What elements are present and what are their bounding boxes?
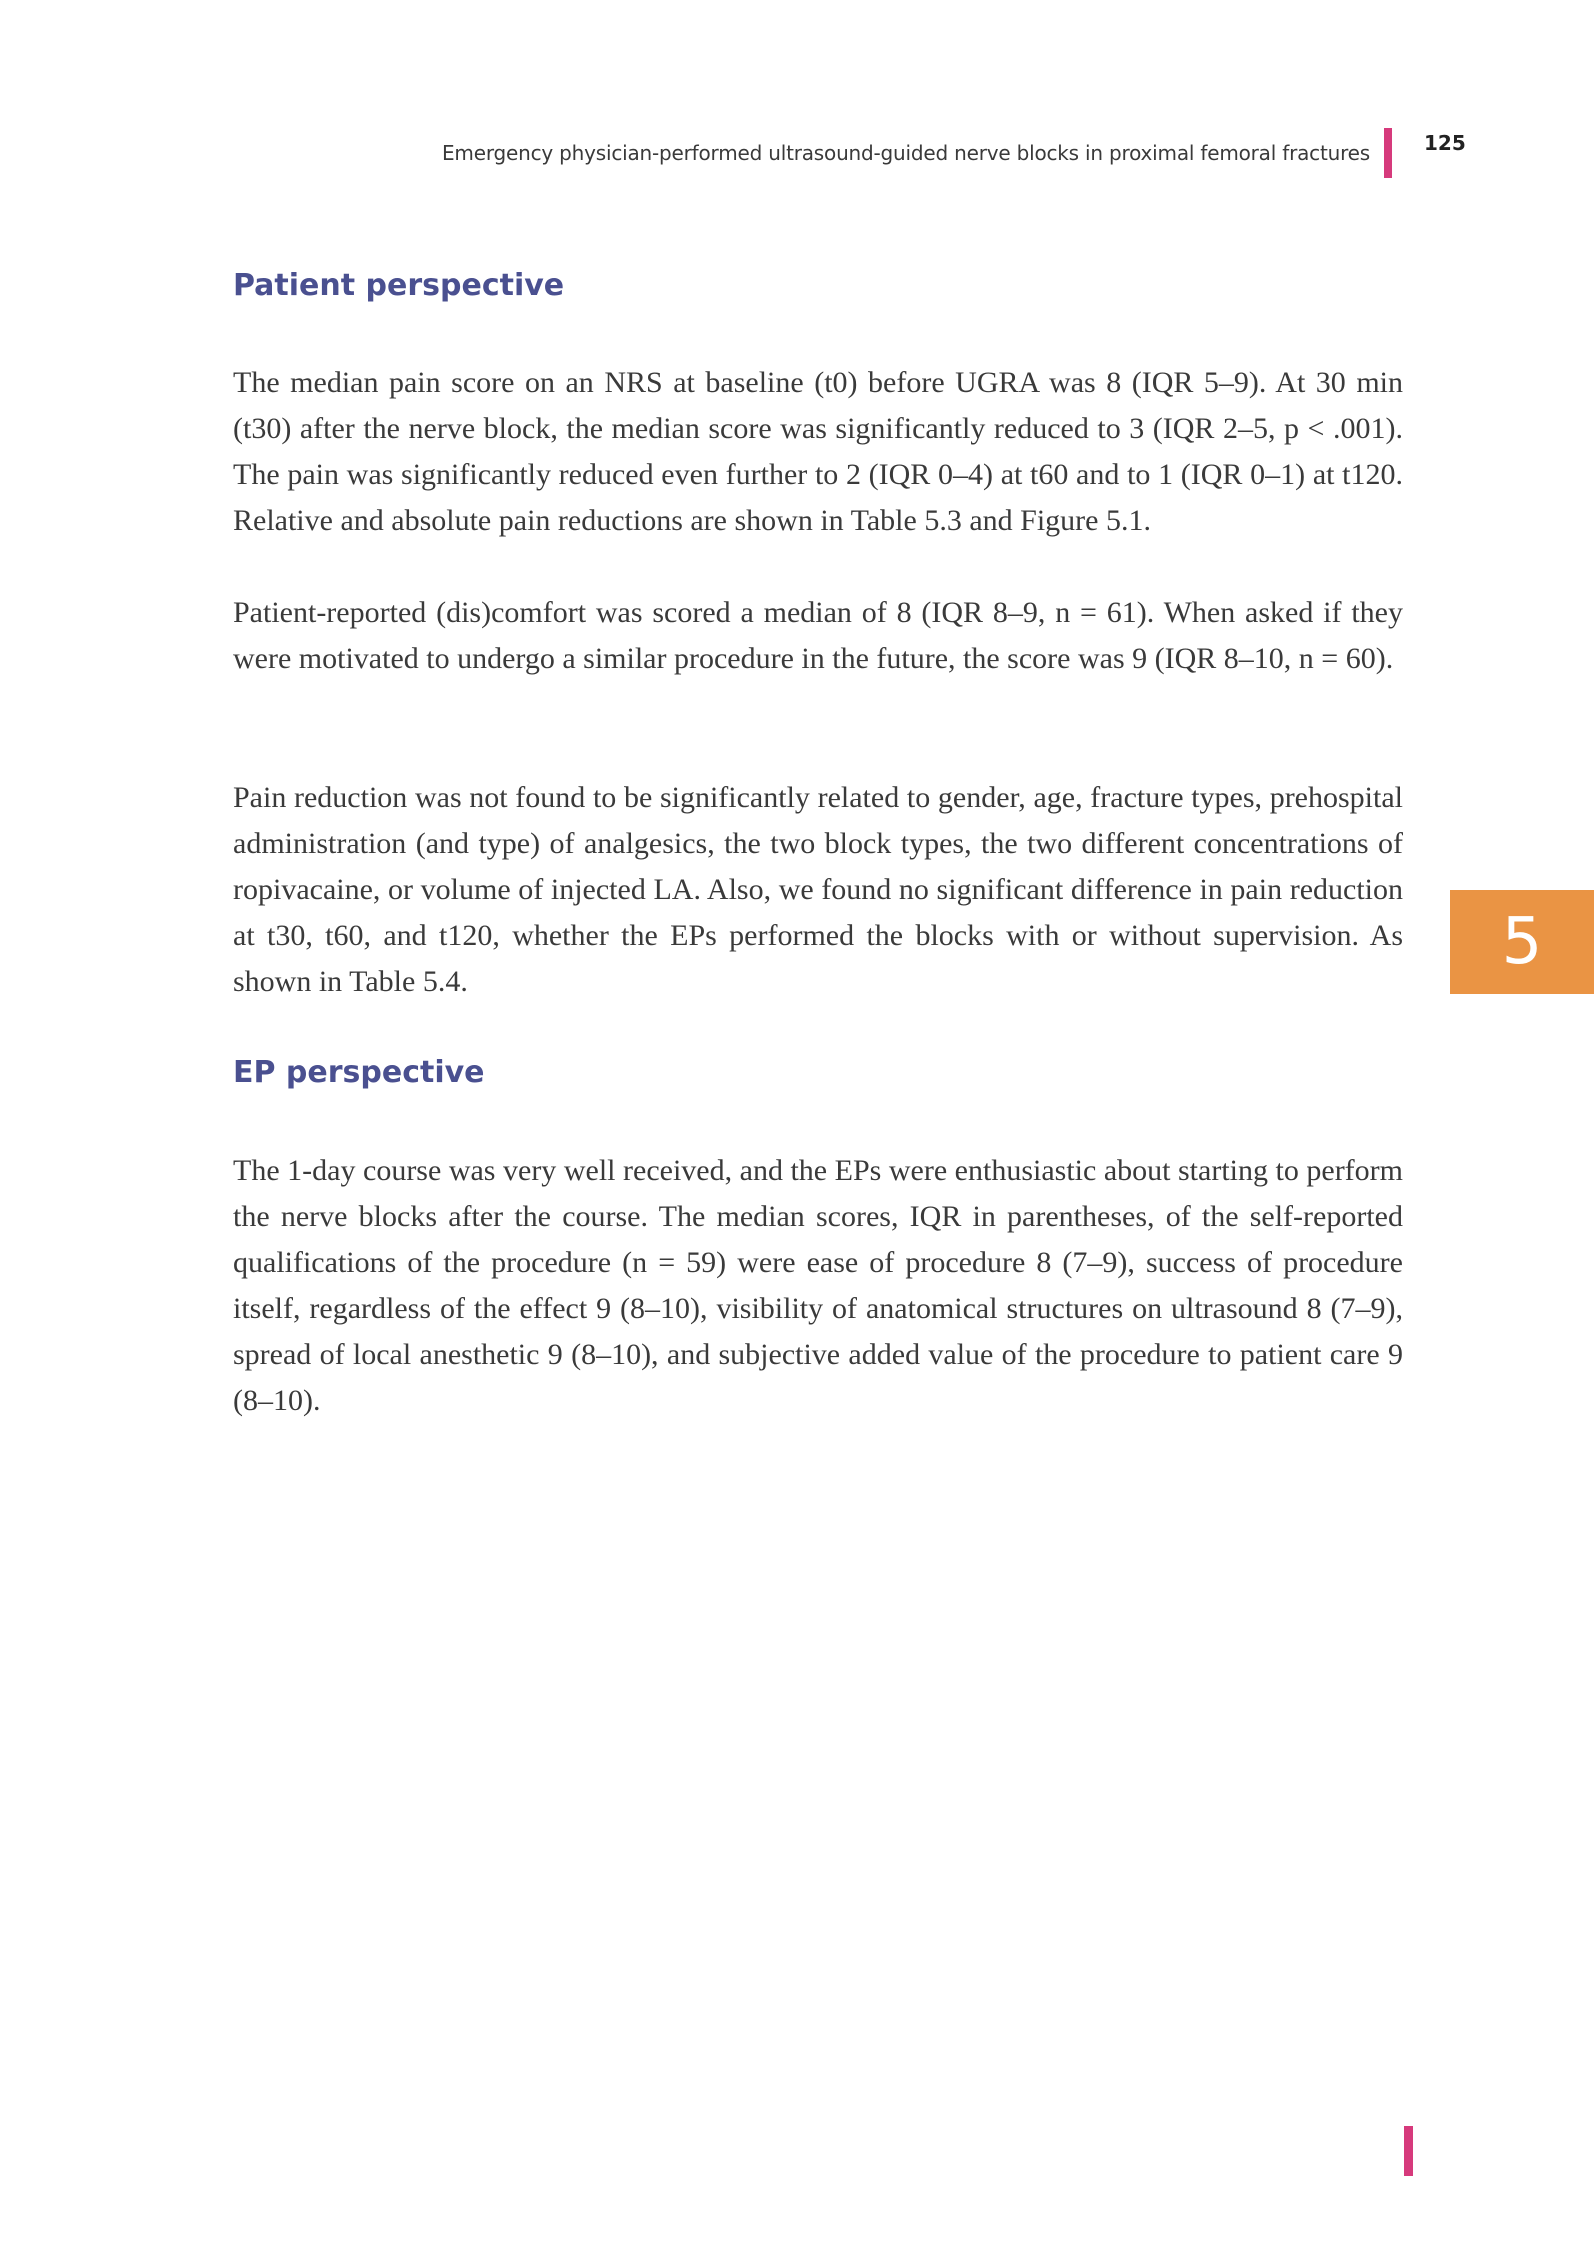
header-accent-bar [1384, 128, 1392, 178]
paragraph-patient-3: Pain reduction was not found to be significantly related to gender, age, fracture types, prehospital administration (and type) of analgesics, the two block types, the two different concentrations of ropivacaine, or volume of injected LA. Also, we found no significant difference in pain reduction at t30, t60, and t120, whether the EPs performed the blocks with or without supervision. As shown in Table 5.4. [233, 781, 1403, 998]
chapter-tab: 5 [1450, 890, 1594, 994]
footer-accent-bar [1404, 2126, 1413, 2176]
running-title: Emergency physician-performed ultrasound-guided nerve blocks in proximal femoral fractures [442, 141, 1370, 165]
page-number: 125 [1424, 131, 1466, 155]
paragraph-ep-1: The 1-day course was very well received, and the EPs were enthusiastic about starting to perform the nerve blocks after the course. The median scores, IQR in parentheses, of the self-reported qualifications of the procedure (n = 59) were ease of procedure 8 (7–9), success of procedure itself, regardless of the effect 9 (8–10), visibility of anatomical structures on ultrasound 8 (7–9), spread of local anesthetic 9 (8–10), and subjective added value of the procedure to patient care 9 (8–10). [233, 1154, 1403, 1417]
section-heading-patient: Patient perspective [233, 268, 565, 303]
paragraph-patient-2: Patient-reported (dis)comfort was scored a median of 8 (IQR 8–9, n = 61). When asked if they were motivated to undergo a similar procedure in the future, the score was 9 (IQR 8–10, n = 60). [233, 596, 1403, 675]
section-heading-ep: EP perspective [233, 1055, 485, 1090]
paragraph-patient-1: The median pain score on an NRS at baseline (t0) before UGRA was 8 (IQR 5–9). At 30 min (t30) after the nerve block, the median score was significantly reduced to 3 (IQR 2–5, p < .001). The pain was significantly reduced even further to 2 (IQR 0–4) at t60 and to 1 (IQR 0–1) at t120. Relative and absolute pain reductions are shown in Table 5.3 and Figure 5.1. [233, 366, 1403, 537]
running-header [442, 128, 1392, 178]
